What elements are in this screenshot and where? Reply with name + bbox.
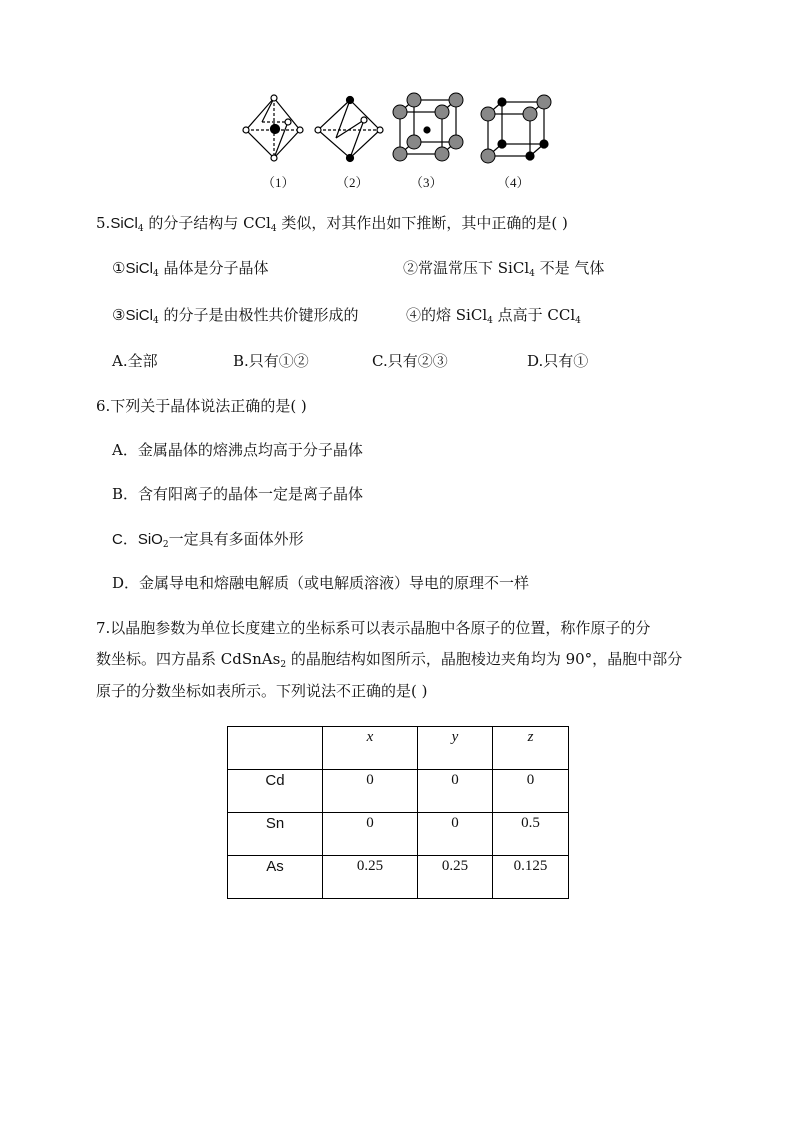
- statement-text: 的分子是由极性共价键形成的: [158, 306, 359, 324]
- figure-label-1: （1）: [262, 175, 295, 190]
- statement-text: 常温常压下 SiCl: [418, 259, 530, 277]
- atom-cell: Sn: [228, 813, 323, 856]
- y-cell: 0.25: [418, 856, 493, 899]
- table-row: [228, 813, 569, 856]
- question-7-line-3: 原子的分数坐标如表所示。下列说法不正确的是( ): [96, 682, 428, 700]
- question-5-stem: [96, 213, 568, 234]
- statement-3: [112, 305, 358, 326]
- formula: SiCl: [125, 260, 153, 277]
- octahedron-2-icon: [315, 97, 383, 162]
- table-header-z: z: [493, 727, 569, 770]
- question-6-option-b[interactable]: B．含有阳离子的晶体一定是离子晶体: [112, 485, 364, 503]
- atom-cell: Cd: [228, 770, 323, 813]
- table-row: [228, 770, 569, 813]
- stem-text: 类似，对其作出如下推断，其中正确的是( ): [276, 214, 568, 232]
- statement-text: 晶体是分子晶体: [158, 259, 269, 277]
- subscript: 2: [162, 540, 169, 550]
- table-row: [228, 856, 569, 899]
- octahedron-1-icon: [243, 95, 303, 161]
- circled-number: ③: [112, 306, 126, 324]
- table-header-y: y: [418, 727, 493, 770]
- subscript: 4: [152, 269, 159, 279]
- statement-text: 不是 气体: [534, 259, 605, 277]
- question-6-option-c[interactable]: [112, 529, 304, 550]
- question-7-line-2: [96, 649, 682, 669]
- subscript: 4: [487, 316, 493, 326]
- z-cell: 0.5: [493, 813, 569, 856]
- question-6-stem: 6.下列关于晶体说法正确的是( ): [96, 397, 307, 415]
- option-text: 一定具有多面体外形: [168, 530, 304, 548]
- table-header-x: x: [323, 727, 418, 770]
- question-5-option-d[interactable]: D.只有①: [527, 352, 589, 370]
- question-number: 5.: [96, 214, 111, 232]
- atom-cell: As: [228, 856, 323, 899]
- question-6-option-d[interactable]: D．金属导电和熔融电解质（或电解质溶液）导电的原理不一样: [112, 574, 530, 592]
- question-7-line-1: 7.以晶胞参数为单位长度建立的坐标系可以表示晶胞中各原子的位置，称作原子的分: [96, 619, 651, 637]
- circled-number: ④: [406, 306, 422, 324]
- x-cell: 0: [323, 813, 418, 856]
- z-cell: 0: [493, 770, 569, 813]
- fractional-coordinates-table: [227, 726, 569, 899]
- subscript: 4: [152, 316, 159, 326]
- circled-number: ②: [403, 259, 419, 277]
- stem-text: 数坐标。四方晶系 CdSnAs: [96, 650, 281, 668]
- subscript: 4: [529, 269, 535, 279]
- figure-label-3: （3）: [410, 175, 443, 190]
- cube-simple-icon: [481, 95, 551, 163]
- table-header-cell: [228, 727, 323, 770]
- formula: SiCl: [125, 307, 153, 324]
- subscript: 2: [280, 660, 287, 670]
- circled-number: ①: [112, 259, 126, 277]
- question-6-option-a[interactable]: A．金属晶体的熔沸点均高于分子晶体: [112, 441, 363, 459]
- figure-label-4: （4）: [497, 175, 530, 190]
- question-5-option-c[interactable]: C.只有②③: [372, 352, 448, 370]
- question-5-option-a[interactable]: A.全部: [112, 352, 158, 370]
- statement-2: [403, 258, 604, 278]
- statement-text: 点高于 CCl: [492, 306, 576, 324]
- statement-text: 的熔 SiCl: [421, 306, 488, 324]
- subscript: 4: [575, 316, 581, 326]
- question-5-option-b[interactable]: B.只有①②: [233, 352, 309, 370]
- subscript: 4: [270, 224, 277, 234]
- z-cell: 0.125: [493, 856, 569, 899]
- x-cell: 0: [323, 770, 418, 813]
- formula: C．SiO: [112, 531, 163, 548]
- y-cell: 0: [418, 770, 493, 813]
- formula: SiCl: [110, 215, 138, 232]
- cube-bcc-icon: [393, 93, 463, 161]
- x-cell: 0.25: [323, 856, 418, 899]
- statement-1: [112, 258, 268, 279]
- subscript: 4: [137, 224, 144, 234]
- table-header-row: [228, 727, 569, 770]
- y-cell: 0: [418, 813, 493, 856]
- stem-text: 的分子结构与 CCl: [143, 214, 271, 232]
- stem-text: 的晶胞结构如图所示，晶胞棱边夹角均为 90°，晶胞中部分: [286, 650, 683, 668]
- statement-4: [406, 305, 581, 325]
- figure-label-2: （2）: [336, 175, 369, 190]
